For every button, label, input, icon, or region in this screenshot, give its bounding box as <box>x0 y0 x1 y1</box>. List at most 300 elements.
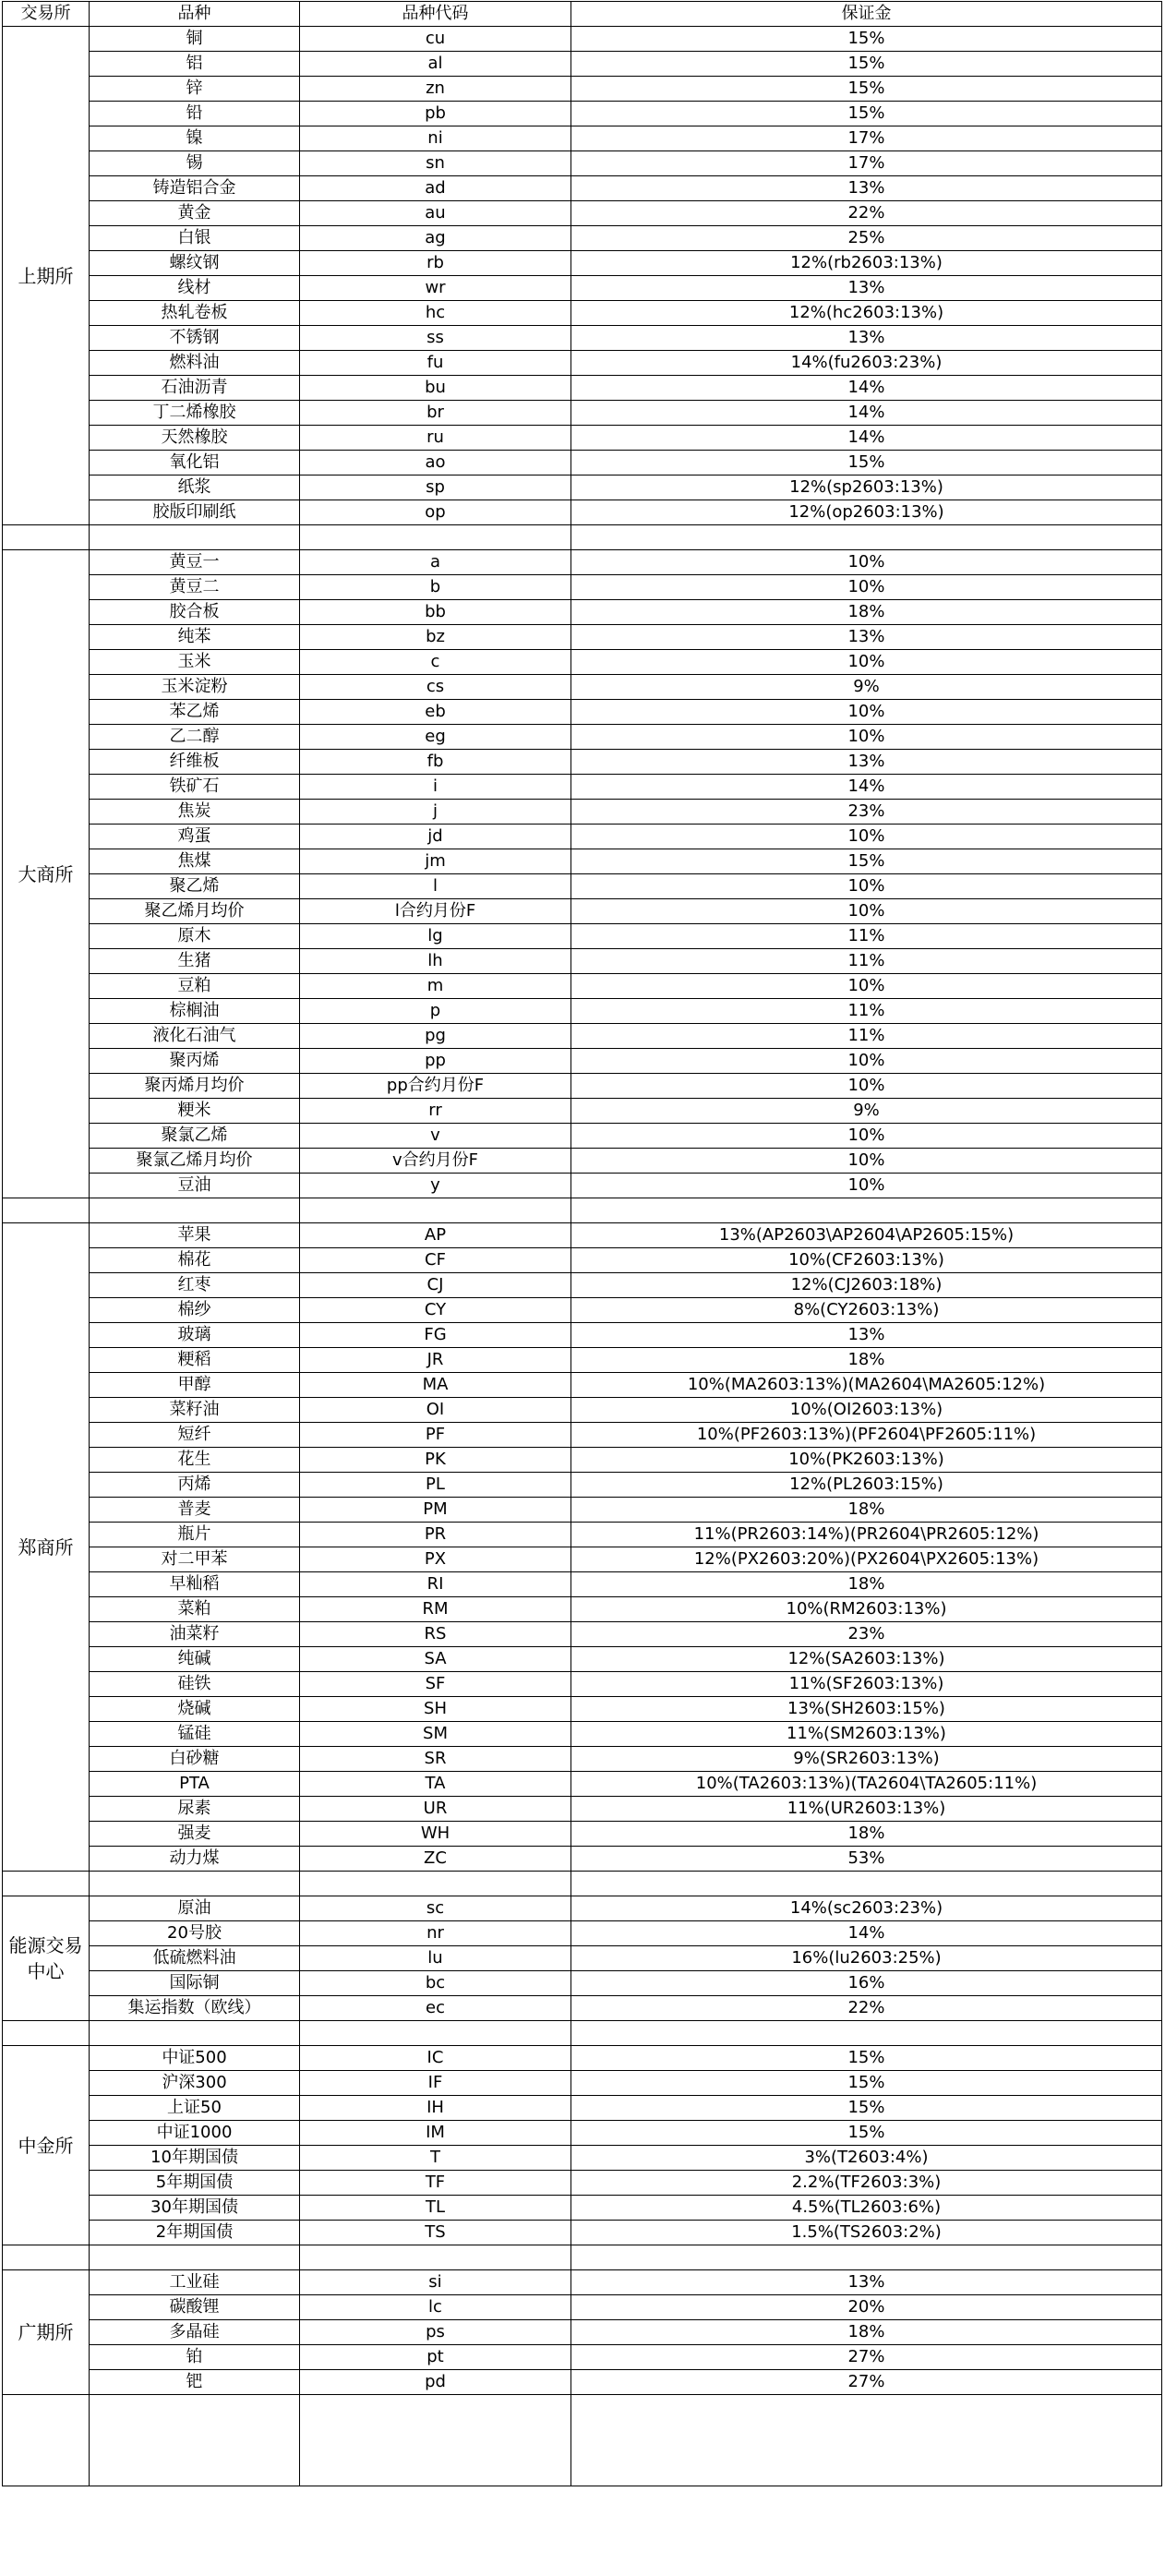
product-cell: 铜 <box>90 27 300 52</box>
margin-cell: 13% <box>571 750 1162 775</box>
table-row <box>3 1622 1162 1647</box>
code-cell: sp <box>300 475 571 500</box>
product-cell: 苯乙烯 <box>90 700 300 725</box>
table-row <box>3 351 1162 376</box>
margin-table <box>2 1 1162 2486</box>
empty-cell <box>90 2395 300 2486</box>
margin-cell: 12%(PX2603:20%)(PX2604\PX2605:13%) <box>571 1547 1162 1572</box>
product-cell: 黄豆一 <box>90 550 300 575</box>
table-row <box>3 600 1162 625</box>
code-cell: cs <box>300 675 571 700</box>
table-row <box>3 500 1162 525</box>
margin-cell: 10% <box>571 974 1162 999</box>
product-cell: 20号胶 <box>90 1921 300 1946</box>
product-cell: 苹果 <box>90 1223 300 1248</box>
margin-cell: 13%(AP2603\AP2604\AP2605:15%) <box>571 1223 1162 1248</box>
table-row <box>3 126 1162 151</box>
table-row <box>3 52 1162 77</box>
margin-cell: 18% <box>571 1822 1162 1847</box>
product-cell: 燃料油 <box>90 351 300 376</box>
product-cell: 棉花 <box>90 1248 300 1273</box>
product-cell: 胶合板 <box>90 600 300 625</box>
product-cell: 菜籽油 <box>90 1398 300 1423</box>
product-cell: 丙烯 <box>90 1473 300 1498</box>
margin-cell: 18% <box>571 1348 1162 1373</box>
product-cell: 短纤 <box>90 1423 300 1448</box>
table-row <box>3 426 1162 451</box>
product-cell: 早籼稻 <box>90 1572 300 1597</box>
product-cell: 豆油 <box>90 1174 300 1198</box>
table-row <box>3 1223 1162 1248</box>
margin-cell: 10% <box>571 650 1162 675</box>
margin-cell: 15% <box>571 451 1162 475</box>
margin-cell: 10% <box>571 899 1162 924</box>
exchange-cell: 广期所 <box>3 2270 90 2395</box>
margin-cell: 10% <box>571 825 1162 849</box>
product-cell: 铅 <box>90 102 300 126</box>
code-cell: pd <box>300 2370 571 2395</box>
margin-cell: 18% <box>571 2320 1162 2345</box>
table-row <box>3 750 1162 775</box>
empty-cell <box>571 2245 1162 2270</box>
code-cell: CF <box>300 1248 571 1273</box>
margin-cell: 11% <box>571 1024 1162 1049</box>
table-row <box>3 1597 1162 1622</box>
code-cell: RI <box>300 1572 571 1597</box>
margin-cell: 10%(OI2603:13%) <box>571 1398 1162 1423</box>
product-cell: 锰硅 <box>90 1722 300 1747</box>
code-cell: PL <box>300 1473 571 1498</box>
margin-cell: 23% <box>571 1622 1162 1647</box>
product-cell: 镍 <box>90 126 300 151</box>
table-row <box>3 2221 1162 2245</box>
margin-cell: 10% <box>571 700 1162 725</box>
margin-cell: 17% <box>571 151 1162 176</box>
margin-cell: 10%(PF2603:13%)(PF2604\PF2605:11%) <box>571 1423 1162 1448</box>
margin-cell: 10% <box>571 1174 1162 1198</box>
table-row <box>3 475 1162 500</box>
product-cell: 聚丙烯月均价 <box>90 1074 300 1099</box>
margin-cell: 13% <box>571 1323 1162 1348</box>
product-cell: 鸡蛋 <box>90 825 300 849</box>
code-cell: PR <box>300 1523 571 1547</box>
table-row <box>3 1273 1162 1298</box>
table-row <box>3 1921 1162 1946</box>
product-cell: 聚丙烯 <box>90 1049 300 1074</box>
product-cell: 铂 <box>90 2345 300 2370</box>
code-cell: cu <box>300 27 571 52</box>
product-cell: 原木 <box>90 924 300 949</box>
code-cell: lh <box>300 949 571 974</box>
code-cell: l <box>300 874 571 899</box>
code-cell: ag <box>300 226 571 251</box>
code-cell: i <box>300 775 571 800</box>
code-cell: SA <box>300 1647 571 1672</box>
table-row <box>3 1124 1162 1149</box>
margin-cell: 10% <box>571 1074 1162 1099</box>
margin-cell: 18% <box>571 600 1162 625</box>
product-cell: 粳稻 <box>90 1348 300 1373</box>
margin-cell: 12%(sp2603:13%) <box>571 475 1162 500</box>
margin-cell: 23% <box>571 800 1162 825</box>
code-cell: JR <box>300 1348 571 1373</box>
product-cell: 菜粕 <box>90 1597 300 1622</box>
margin-cell: 13%(SH2603:15%) <box>571 1697 1162 1722</box>
margin-cell: 15% <box>571 52 1162 77</box>
product-cell: 国际铜 <box>90 1971 300 1996</box>
table-row <box>3 1722 1162 1747</box>
code-cell: j <box>300 800 571 825</box>
code-cell: zn <box>300 77 571 102</box>
margin-cell: 10% <box>571 550 1162 575</box>
table-row <box>3 1298 1162 1323</box>
code-cell: RS <box>300 1622 571 1647</box>
table-row <box>3 2096 1162 2121</box>
code-cell: MA <box>300 1373 571 1398</box>
code-cell: PF <box>300 1423 571 1448</box>
product-cell: 焦煤 <box>90 849 300 874</box>
code-cell: lu <box>300 1946 571 1971</box>
empty-cell <box>571 2021 1162 2046</box>
empty-cell <box>300 525 571 550</box>
product-cell: 黄金 <box>90 201 300 226</box>
code-cell: ao <box>300 451 571 475</box>
code-cell: ad <box>300 176 571 201</box>
empty-cell <box>3 525 90 550</box>
code-cell: OI <box>300 1398 571 1423</box>
table-row <box>3 451 1162 475</box>
margin-cell: 8%(CY2603:13%) <box>571 1298 1162 1323</box>
margin-cell: 12%(PL2603:15%) <box>571 1473 1162 1498</box>
product-cell: 棉纱 <box>90 1298 300 1323</box>
code-cell: ss <box>300 326 571 351</box>
margin-cell: 12%(hc2603:13%) <box>571 301 1162 326</box>
table-row <box>3 2196 1162 2221</box>
table-row <box>3 1672 1162 1697</box>
product-cell: 花生 <box>90 1448 300 1473</box>
margin-cell: 1.5%(TS2603:2%) <box>571 2221 1162 2245</box>
empty-cell <box>90 2021 300 2046</box>
exchange-cell: 郑商所 <box>3 1223 90 1872</box>
table-row <box>3 1647 1162 1672</box>
header-margin: 保证金 <box>571 2 1162 27</box>
code-cell: CY <box>300 1298 571 1323</box>
code-cell: RM <box>300 1597 571 1622</box>
table-row <box>3 999 1162 1024</box>
margin-cell: 9% <box>571 1099 1162 1124</box>
table-row <box>3 1772 1162 1797</box>
table-row <box>3 1024 1162 1049</box>
code-cell: pg <box>300 1024 571 1049</box>
product-cell: 豆粕 <box>90 974 300 999</box>
table-row <box>3 625 1162 650</box>
table-row <box>3 2121 1162 2146</box>
code-cell: op <box>300 500 571 525</box>
code-cell: SF <box>300 1672 571 1697</box>
code-cell: lg <box>300 924 571 949</box>
margin-cell: 14%(fu2603:23%) <box>571 351 1162 376</box>
header-row <box>3 2 1162 27</box>
table-row <box>3 1174 1162 1198</box>
table-row <box>3 874 1162 899</box>
product-cell: 锡 <box>90 151 300 176</box>
code-cell: sn <box>300 151 571 176</box>
table-row <box>3 899 1162 924</box>
exchange-cell: 大商所 <box>3 550 90 1198</box>
separator-row <box>3 2021 1162 2046</box>
table-row <box>3 1847 1162 1872</box>
margin-cell: 11%(SF2603:13%) <box>571 1672 1162 1697</box>
product-cell: 2年期国债 <box>90 2221 300 2245</box>
table-row <box>3 2295 1162 2320</box>
table-row <box>3 725 1162 750</box>
table-row <box>3 800 1162 825</box>
table-row <box>3 1797 1162 1822</box>
empty-cell <box>90 1872 300 1896</box>
code-cell: eb <box>300 700 571 725</box>
code-cell: pp合约月份F <box>300 1074 571 1099</box>
product-cell: 上证50 <box>90 2096 300 2121</box>
product-cell: 胶版印刷纸 <box>90 500 300 525</box>
margin-cell: 10%(PK2603:13%) <box>571 1448 1162 1473</box>
product-cell: 纸浆 <box>90 475 300 500</box>
table-row <box>3 1473 1162 1498</box>
code-cell: a <box>300 550 571 575</box>
product-cell: 铝 <box>90 52 300 77</box>
product-cell: 尿素 <box>90 1797 300 1822</box>
table-row <box>3 1348 1162 1373</box>
code-cell: bu <box>300 376 571 401</box>
product-cell: 铁矿石 <box>90 775 300 800</box>
product-cell: 聚氯乙烯 <box>90 1124 300 1149</box>
table-row <box>3 1323 1162 1348</box>
margin-cell: 10% <box>571 725 1162 750</box>
code-cell: v合约月份F <box>300 1149 571 1174</box>
margin-cell: 12%(CJ2603:18%) <box>571 1273 1162 1298</box>
margin-cell: 16%(lu2603:25%) <box>571 1946 1162 1971</box>
product-cell: 聚氯乙烯月均价 <box>90 1149 300 1174</box>
table-row <box>3 1946 1162 1971</box>
code-cell: pt <box>300 2345 571 2370</box>
code-cell: si <box>300 2270 571 2295</box>
code-cell: bc <box>300 1971 571 1996</box>
table-row <box>3 1149 1162 1174</box>
margin-cell: 15% <box>571 2046 1162 2071</box>
code-cell: wr <box>300 276 571 301</box>
product-cell: 10年期国债 <box>90 2146 300 2171</box>
product-cell: 乙二醇 <box>90 725 300 750</box>
table-row <box>3 251 1162 276</box>
table-row <box>3 1498 1162 1523</box>
product-cell: 玉米 <box>90 650 300 675</box>
code-cell: FG <box>300 1323 571 1348</box>
product-cell: 粳米 <box>90 1099 300 1124</box>
code-cell: ni <box>300 126 571 151</box>
code-cell: eg <box>300 725 571 750</box>
margin-cell: 10%(MA2603:13%)(MA2604\MA2605:12%) <box>571 1373 1162 1398</box>
code-cell: b <box>300 575 571 600</box>
product-cell: 动力煤 <box>90 1847 300 1872</box>
table-row <box>3 2171 1162 2196</box>
table-row <box>3 575 1162 600</box>
margin-cell: 25% <box>571 226 1162 251</box>
code-cell: pp <box>300 1049 571 1074</box>
table-row <box>3 1747 1162 1772</box>
code-cell: c <box>300 650 571 675</box>
table-row <box>3 2345 1162 2370</box>
code-cell: lc <box>300 2295 571 2320</box>
empty-cell <box>3 2245 90 2270</box>
separator-row <box>3 2245 1162 2270</box>
code-cell: WH <box>300 1822 571 1847</box>
product-cell: 瓶片 <box>90 1523 300 1547</box>
margin-cell: 18% <box>571 1572 1162 1597</box>
code-cell: hc <box>300 301 571 326</box>
product-cell: 纯苯 <box>90 625 300 650</box>
empty-cell <box>300 2395 571 2486</box>
table-row <box>3 151 1162 176</box>
code-cell: br <box>300 401 571 426</box>
empty-cell <box>90 1198 300 1223</box>
table-row <box>3 675 1162 700</box>
empty-cell <box>3 1872 90 1896</box>
empty-cell <box>300 2021 571 2046</box>
table-row <box>3 825 1162 849</box>
product-cell: 中证500 <box>90 2046 300 2071</box>
code-cell: l合约月份F <box>300 899 571 924</box>
empty-cell <box>571 1872 1162 1896</box>
table-row <box>3 775 1162 800</box>
table-row <box>3 1896 1162 1921</box>
product-cell: 铸造铝合金 <box>90 176 300 201</box>
table-row <box>3 550 1162 575</box>
product-cell: 红枣 <box>90 1273 300 1298</box>
empty-cell <box>90 525 300 550</box>
margin-cell: 10%(CF2603:13%) <box>571 1248 1162 1273</box>
exchange-cell: 上期所 <box>3 27 90 525</box>
margin-cell: 14% <box>571 426 1162 451</box>
product-cell: 碳酸锂 <box>90 2295 300 2320</box>
product-cell: 普麦 <box>90 1498 300 1523</box>
product-cell: 沪深300 <box>90 2071 300 2096</box>
code-cell: ZC <box>300 1847 571 1872</box>
margin-cell: 15% <box>571 849 1162 874</box>
code-cell: CJ <box>300 1273 571 1298</box>
empty-cell <box>300 1198 571 1223</box>
margin-cell: 10% <box>571 1124 1162 1149</box>
margin-cell: 2.2%(TF2603:3%) <box>571 2171 1162 2196</box>
product-cell: 低硫燃料油 <box>90 1946 300 1971</box>
separator-row <box>3 525 1162 550</box>
exchange-cell: 中金所 <box>3 2046 90 2245</box>
table-row <box>3 1373 1162 1398</box>
code-cell: T <box>300 2146 571 2171</box>
table-row <box>3 1996 1162 2021</box>
code-cell: IC <box>300 2046 571 2071</box>
code-cell: nr <box>300 1921 571 1946</box>
product-cell: 30年期国债 <box>90 2196 300 2221</box>
code-cell: fu <box>300 351 571 376</box>
code-cell: p <box>300 999 571 1024</box>
margin-cell: 27% <box>571 2345 1162 2370</box>
product-cell: 黄豆二 <box>90 575 300 600</box>
code-cell: bb <box>300 600 571 625</box>
product-cell: 锌 <box>90 77 300 102</box>
margin-cell: 12%(SA2603:13%) <box>571 1647 1162 1672</box>
code-cell: bz <box>300 625 571 650</box>
table-row <box>3 1448 1162 1473</box>
code-cell: sc <box>300 1896 571 1921</box>
header-product: 品种 <box>90 2 300 27</box>
margin-cell: 13% <box>571 2270 1162 2295</box>
table-row <box>3 1074 1162 1099</box>
margin-cell: 15% <box>571 27 1162 52</box>
product-cell: 纤维板 <box>90 750 300 775</box>
separator-row <box>3 1198 1162 1223</box>
margin-cell: 10%(TA2603:13%)(TA2604\TA2605:11%) <box>571 1772 1162 1797</box>
margin-cell: 11% <box>571 924 1162 949</box>
product-cell: 线材 <box>90 276 300 301</box>
code-cell: AP <box>300 1223 571 1248</box>
code-cell: v <box>300 1124 571 1149</box>
table-row <box>3 1822 1162 1847</box>
product-cell: 油菜籽 <box>90 1622 300 1647</box>
table-row <box>3 2146 1162 2171</box>
margin-cell: 14% <box>571 376 1162 401</box>
margin-cell: 14% <box>571 401 1162 426</box>
margin-cell: 18% <box>571 1498 1162 1523</box>
code-cell: TL <box>300 2196 571 2221</box>
empty-cell <box>3 1198 90 1223</box>
separator-row <box>3 2395 1162 2486</box>
product-cell: 棕榈油 <box>90 999 300 1024</box>
code-cell: UR <box>300 1797 571 1822</box>
code-cell: jd <box>300 825 571 849</box>
empty-cell <box>571 2395 1162 2486</box>
product-cell: 多晶硅 <box>90 2320 300 2345</box>
exchange-cell: 能源交易中心 <box>3 1896 90 2021</box>
product-cell: 丁二烯橡胶 <box>90 401 300 426</box>
margin-cell: 20% <box>571 2295 1162 2320</box>
code-cell: PM <box>300 1498 571 1523</box>
table-row <box>3 2320 1162 2345</box>
margin-cell: 13% <box>571 326 1162 351</box>
code-cell: SR <box>300 1747 571 1772</box>
code-cell: TA <box>300 1772 571 1797</box>
table-row <box>3 1099 1162 1124</box>
header-code: 品种代码 <box>300 2 571 27</box>
code-cell: pb <box>300 102 571 126</box>
margin-cell: 11%(PR2603:14%)(PR2604\PR2605:12%) <box>571 1523 1162 1547</box>
margin-cell: 22% <box>571 1996 1162 2021</box>
product-cell: 5年期国债 <box>90 2171 300 2196</box>
separator-row <box>3 1872 1162 1896</box>
empty-cell <box>300 1872 571 1896</box>
code-cell: TS <box>300 2221 571 2245</box>
code-cell: au <box>300 201 571 226</box>
product-cell: 不锈钢 <box>90 326 300 351</box>
table-row <box>3 27 1162 52</box>
empty-cell <box>300 2245 571 2270</box>
table-row <box>3 924 1162 949</box>
table-row <box>3 949 1162 974</box>
margin-cell: 10%(RM2603:13%) <box>571 1597 1162 1622</box>
product-cell: 烧碱 <box>90 1697 300 1722</box>
product-cell: 白银 <box>90 226 300 251</box>
table-row <box>3 1547 1162 1572</box>
margin-table-body <box>3 2 1162 2486</box>
product-cell: 生猪 <box>90 949 300 974</box>
